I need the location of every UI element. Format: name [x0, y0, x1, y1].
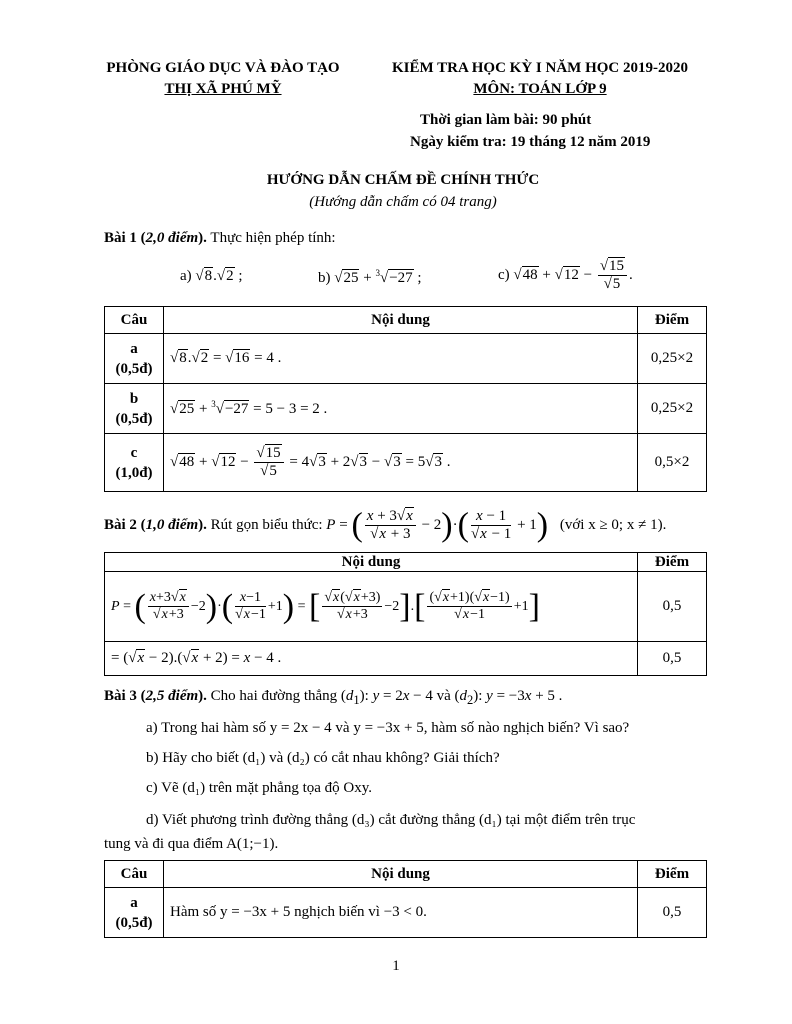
cau-cell: a (0,5đ) — [105, 334, 164, 384]
exam-title: KIỂM TRA HỌC KỲ I NĂM HỌC 2019-2020 — [392, 60, 688, 76]
doc-subtitle: (Hướng dẫn chấm có 04 trang) — [309, 194, 497, 210]
cau-cell: c (1,0đ) — [105, 434, 164, 492]
bai3-label-end: ). — [198, 688, 207, 704]
bai1-heading — [104, 230, 336, 247]
col-diem: Điểm — [638, 553, 707, 572]
district-name — [88, 79, 358, 100]
col-cau: Câu — [105, 861, 164, 888]
bai1-part-a: a) √8.√2 ; — [180, 268, 243, 284]
bai2-condition: (với x ≥ 0; x ≠ 1). — [559, 516, 667, 533]
col-diem: Điểm — [638, 861, 707, 888]
department-name: PHÒNG GIÁO DỤC VÀ ĐÀO TẠO — [106, 60, 340, 76]
bai1-points: 2,0 điểm — [145, 230, 199, 246]
table-row — [105, 334, 707, 384]
bai3-points: 2,5 điểm — [145, 688, 199, 704]
subject-text: MÔN: TOÁN LỚP 9 — [473, 81, 607, 97]
bai2-text: Rút gọn biểu thức: — [206, 516, 323, 533]
content-cell: P = ( $\frac{x+3√x}{√x+3}$ −2)·( $\frac{x-1}{√x-1}$ +1) = [ $\frac{√x(√x+3)}{√x+3}$ −2].[ $\frac{(√x+1)(√x-1)}{√x-1}$ +1] — [105, 572, 638, 642]
bai3-b: b) Hãy cho biết (d₁) và (d₂) có cắt nhau không? Giải thích? — [146, 750, 500, 766]
bai2-points: 1,0 điểm — [145, 516, 199, 533]
bai3-text: Cho hai đường thẳng — [206, 688, 338, 704]
table-row — [105, 434, 707, 492]
bai2-label-end: ). — [198, 516, 207, 533]
exam-header — [370, 58, 710, 100]
part-a-label: a) — [180, 268, 192, 284]
bai3-a: a) Trong hai hàm số y = 2x − 4 và y = −3x + 5, hàm số nào nghịch biến? Vì sao? — [146, 720, 630, 736]
col-cau: Câu — [105, 307, 164, 334]
bai2-heading: Bài 2 (1,0 điểm). Rút gọn biểu thức: P = ( $\frac{x + 3√x}{√x + 3}$ − 2)·( $\frac{x - 1}{√x - 1}$ + 1) (với x ≥ 0; x ≠ 1). — [104, 506, 667, 544]
score-cell: 0,5 — [638, 642, 707, 676]
bai3-label: Bài 3 ( — [104, 688, 146, 704]
bai1-text: Thực hiện phép tính: — [206, 230, 336, 246]
content-cell: Hàm số y = −3x + 5 nghịch biến vì −3 < 0. — [164, 888, 638, 938]
cau-cell: b (0,5đ) — [105, 384, 164, 434]
col-noi-dung: Nội dung — [105, 553, 638, 572]
table-bai3 — [104, 860, 707, 938]
col-diem: Điểm — [638, 307, 707, 334]
bai3-c: c) Vẽ (d₁) trên mặt phẳng tọa độ Oxy. — [146, 780, 372, 796]
page-number: 1 — [392, 958, 400, 974]
score-cell: 0,5 — [638, 888, 707, 938]
content-cell: √48 + √12 − $\frac{√15}{√5}$ = 4√3 + 2√3 − √3 = 5√3 . — [164, 434, 638, 492]
score-cell: 0,25×2 — [638, 334, 707, 384]
doc-title: HƯỚNG DẪN CHẤM ĐỀ CHÍNH THỨC — [266, 172, 540, 188]
table-bai2 — [104, 552, 707, 676]
content-cell: = (√x − 2).(√x + 2) = x − 4 . — [105, 642, 638, 676]
score-cell: 0,5×2 — [638, 434, 707, 492]
exam-date: Ngày kiểm tra: 19 tháng 12 năm 2019 — [410, 134, 651, 150]
bai3-heading: Bài 3 (2,5 điểm). Cho hai đường thẳng $(d_1)$: y = 2x − 4 và $(d_2)$: y = −3x + 5 . — [104, 688, 563, 707]
table-row — [105, 888, 707, 938]
bai1-part-c: c) √48 + √12 − $\frac{√15}{√5}$ . — [498, 258, 633, 292]
department-header — [88, 58, 358, 100]
part-b-label: b) — [318, 270, 331, 286]
col-noi-dung: Nội dung — [164, 861, 638, 888]
district-name-text: THỊ XÃ PHÚ MỸ — [164, 81, 282, 97]
bai1-label: Bài 1 ( — [104, 230, 146, 246]
table-row — [105, 572, 707, 642]
bai1-part-b: b) √25 + $^3$√−27 ; — [318, 268, 422, 286]
exam-time: Thời gian làm bài: 90 phút — [420, 112, 592, 128]
table-row — [105, 642, 707, 676]
score-cell: 0,5 — [638, 572, 707, 642]
subject — [370, 79, 710, 100]
table-row — [105, 384, 707, 434]
bai1-label-end: ). — [198, 230, 207, 246]
col-noi-dung: Nội dung — [164, 307, 638, 334]
content-cell: √8.√2 = √16 = 4 . — [164, 334, 638, 384]
content-cell: √25 + $^3$√−27 = 5 − 3 = 2 . — [164, 384, 638, 434]
cau-cell: a (0,5đ) — [105, 888, 164, 938]
bai2-label: Bài 2 ( — [104, 516, 146, 533]
score-cell: 0,25×2 — [638, 384, 707, 434]
part-c-label: c) — [498, 266, 510, 283]
table-bai1 — [104, 306, 707, 492]
bai3-d-line1: d) Viết phương trình đường thẳng (d₃) cắt đường thẳng (d₁) tại một điểm trên trục — [146, 812, 636, 828]
bai3-d-line2: tung và đi qua điểm A(1;−1). — [104, 836, 279, 852]
